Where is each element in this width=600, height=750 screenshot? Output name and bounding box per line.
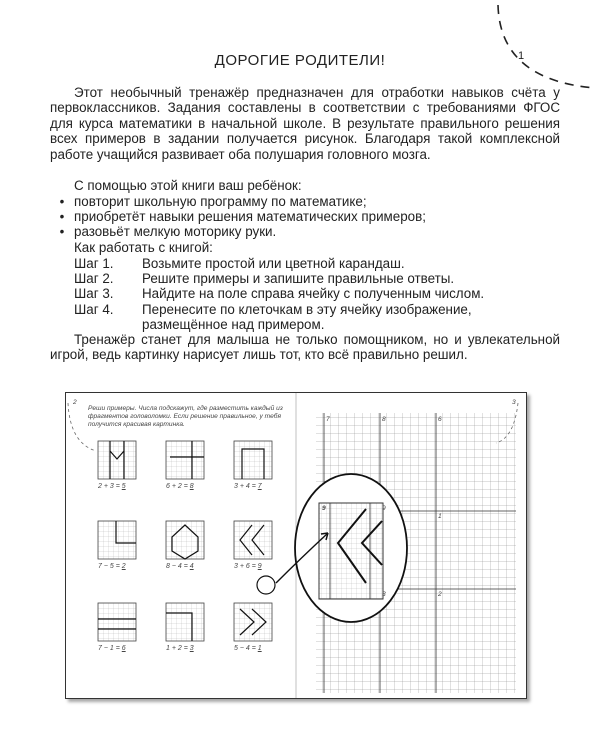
page-title: ДОРОГИЕ РОДИТЕЛИ! [214,52,386,69]
equation: 5 − 4 = 1 [234,645,262,652]
zoom-cell-number: 9 [322,505,326,512]
list-item: • разовьёт мелкую моторику руки. [59,224,277,240]
instruction-text: Реши примеры. Числа подскажут, где разместить каждый из фрагментов головоломки. Если решение правильное, у тебя получится красивая картинка. [88,405,283,428]
step-item: Шаг 3. Найдите на поле справа ячейку с полученным числом. [74,286,485,302]
lead-line: С помощью этой книги ваш ребёнок: [74,178,302,193]
zoom-magnifier [257,474,407,622]
intro-paragraph: Этот необычный тренажёр предназначен для отработки навыков счёта у первоклассников. Задания составлены в соответствии с требованиями ФГОС для курса математики в начальной школе. В результате правильного решения всех примеров в задании получается рисунок. Благодаря такой комплексной работе учащийся развивает оба полушария головного мозга. [50,85,560,162]
step-item: Шаг 4. Перенесите по клеточкам в эту ячейку изображение, размещённое над примером. [74,301,472,333]
how-title: Как работать с книгой: [74,240,213,255]
equation: 6 + 2 = 8 [166,483,194,490]
closing-paragraph: Тренажёр станет для малыша не только помощником, но и увлекательной игрой, ведь картинку нарисует лишь тот, кто всё правильно решил. [50,332,560,363]
grid-cell-number: 3 [382,591,386,598]
equation: 7 − 5 = 2 [98,563,126,570]
step-item: Шаг 2. Решите примеры и запишите правильные ответы. [74,270,455,286]
example-spread [65,392,527,699]
list-item: • приобретёт навыки решения математических примеров; [59,208,426,224]
right-page-number: 3 [512,399,516,406]
grid-cell-number: 9 [382,505,386,512]
equation: 3 + 4 = 7 [234,483,262,490]
page-number: 1 [518,50,525,62]
list-item: • повторит школьную программу по математике; [59,193,367,209]
bullet-list [50,194,560,240]
step-item: Шаг 1. Возьмите простой или цветной карандаш. [74,255,405,271]
equation: 7 − 1 = 6 [98,645,126,652]
steps-list [50,256,560,333]
left-page-number: 2 [73,399,77,406]
grid-cell-number: 1 [438,513,442,520]
grid-cell-number: 8 [382,416,386,423]
equation: 2 + 3 = 5 [98,483,126,490]
equation: 3 + 6 = 9 [234,563,262,570]
equation: 8 − 4 = 4 [166,563,194,570]
spread-art [66,393,526,698]
grid-cell-number: 2 [438,591,442,598]
puzzle-tiles [98,441,272,641]
grid-cell-number: 7 [326,416,330,423]
equation: 1 + 2 = 3 [166,645,194,652]
grid-cell-number: 6 [438,416,442,423]
